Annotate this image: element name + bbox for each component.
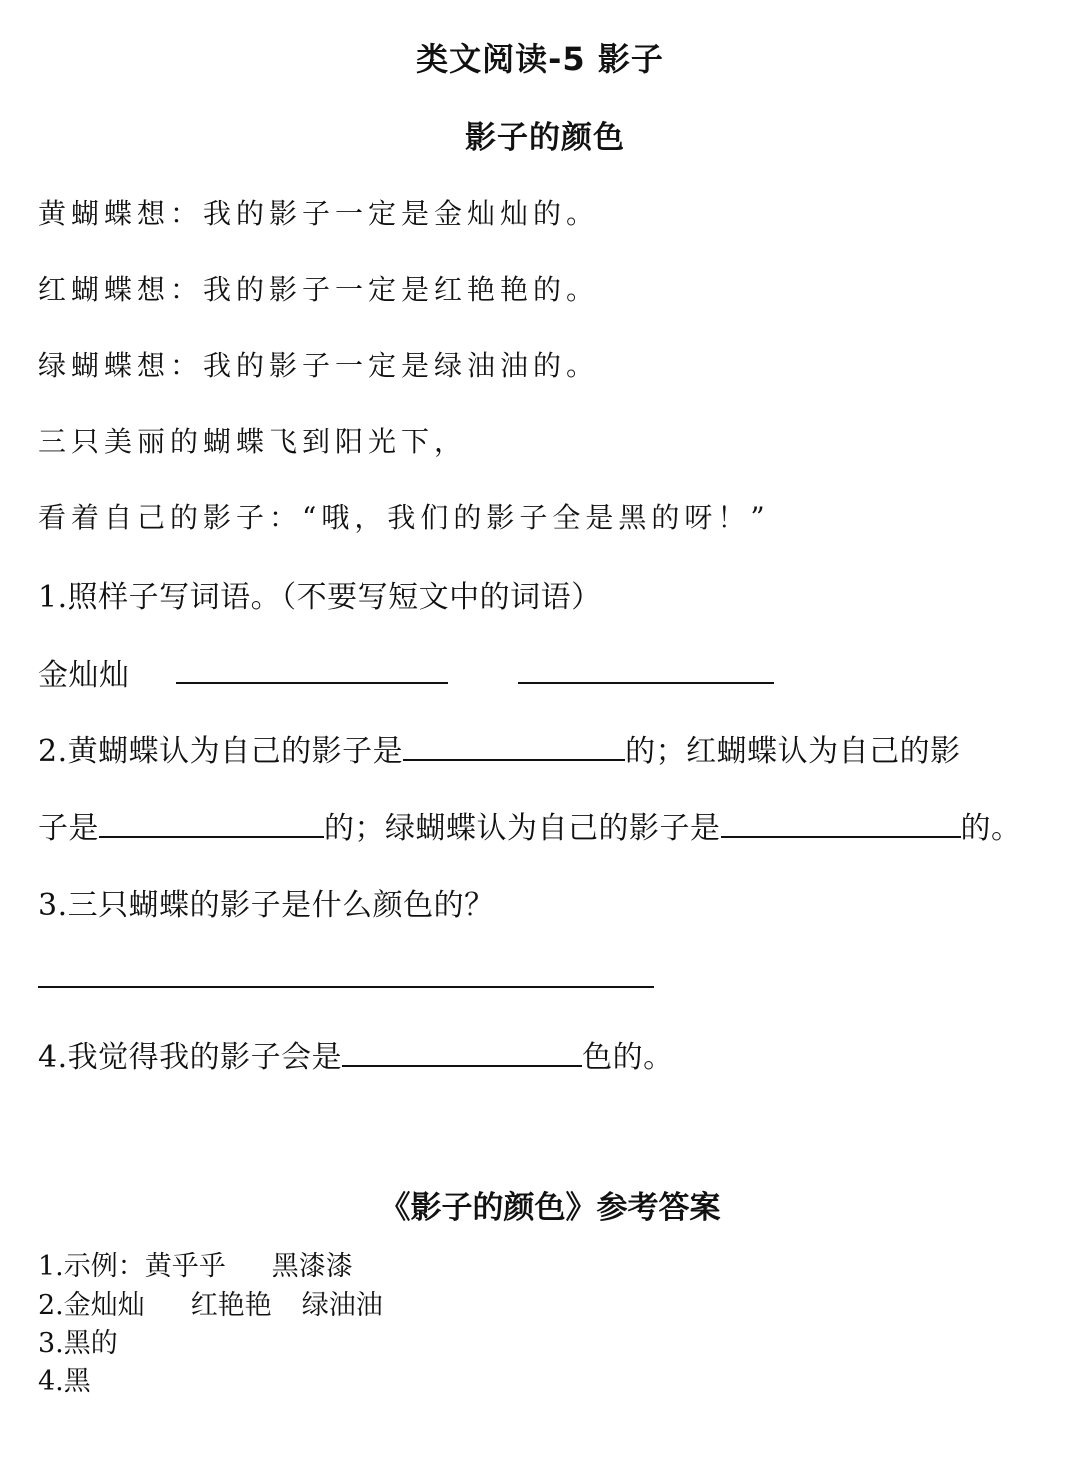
answer-blank-1b[interactable]	[518, 682, 774, 684]
question-2-text-5: 的。	[960, 811, 1022, 846]
question-2-text-1: 2.黄蝴蝶认为自己的影子是	[38, 734, 404, 769]
answer-blank-3[interactable]	[38, 986, 654, 988]
answer-blank-2a[interactable]	[403, 729, 625, 761]
answer-2	[38, 1283, 383, 1322]
answer-2-second: 红艳艳	[190, 1290, 272, 1321]
answer-3: 3.黑的	[38, 1328, 118, 1359]
poem-line-5: 看着自己的影子：“哦，我们的影子全是黑的呀！”	[38, 501, 770, 534]
question-2-text-3: 子是	[38, 811, 99, 846]
answer-blank-2c[interactable]	[721, 806, 961, 838]
article-title: 影子的颜色	[465, 120, 625, 156]
answer-blank-2b[interactable]	[99, 806, 324, 838]
question-1-example: 金灿灿	[38, 658, 130, 693]
answer-2-label: 2.金灿灿	[38, 1290, 145, 1321]
question-1-prompt: 1.照样子写词语。（不要写短文中的词语）	[38, 580, 602, 615]
question-2-line-1	[38, 726, 961, 770]
answer-1	[38, 1244, 353, 1283]
question-4-text-1: 4.我觉得我的影子会是	[38, 1040, 343, 1075]
question-3-prompt: 3.三只蝴蝶的影子是什么颜色的？	[38, 888, 495, 923]
question-2-text-2: 的；红蝴蝶认为自己的影	[625, 734, 961, 769]
answer-1-second: 黑漆漆	[271, 1251, 353, 1282]
poem-line-4: 三只美丽的蝴蝶飞到阳光下，	[38, 425, 468, 458]
page-title: 类文阅读-5 影子	[416, 40, 664, 78]
poem-line-2: 红蝴蝶想：我的影子一定是红艳艳的。	[38, 273, 600, 306]
poem-line-1: 黄蝴蝶想：我的影子一定是金灿灿的。	[38, 197, 600, 230]
answer-2-third: 绿油油	[301, 1290, 383, 1321]
answer-blank-4[interactable]	[342, 1035, 582, 1067]
answer-4: 4.黑	[38, 1366, 91, 1397]
question-4-line	[38, 1032, 674, 1076]
answer-blank-1a[interactable]	[176, 682, 448, 684]
answer-key-title: 《影子的颜色》参考答案	[379, 1190, 721, 1226]
question-4-text-2: 色的。	[582, 1040, 674, 1075]
answer-1-label: 1.示例：黄乎乎	[38, 1251, 226, 1282]
question-2-line-2	[38, 803, 1022, 847]
question-2-text-4: 的；绿蝴蝶认为自己的影子是	[324, 811, 721, 846]
poem-line-3: 绿蝴蝶想：我的影子一定是绿油油的。	[38, 349, 600, 382]
